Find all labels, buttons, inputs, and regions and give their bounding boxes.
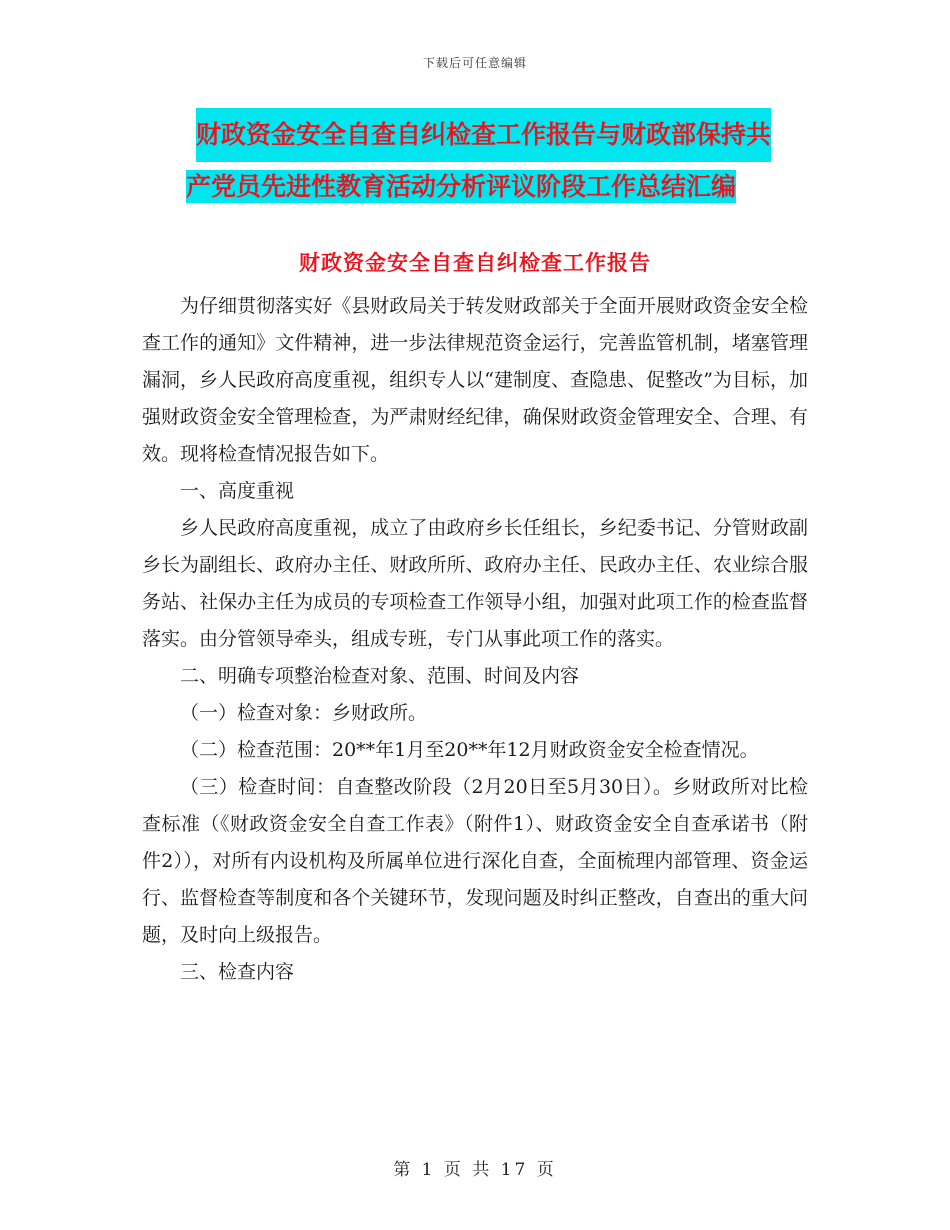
paragraph-check-target: （一）检查对象：乡财政所。: [180, 702, 428, 724]
heading-2: 二、明确专项整治检查对象、范围、时间及内容: [180, 665, 580, 687]
title-line-1: 财政资金安全自查自纠检查工作报告与财政部保持共: [196, 108, 771, 162]
heading-3: 三、检查内容: [180, 961, 295, 983]
heading-1: 一、高度重视: [180, 480, 295, 502]
title-line-2: 产党员先进性教育活动分析评议阶段工作总结汇编: [186, 172, 737, 201]
section-title: 财政资金安全自查自纠检查工作报告: [299, 251, 651, 275]
body-text: [142, 288, 808, 991]
page-footer: 第 1 页 共 17 页: [393, 1160, 557, 1180]
document-title: [186, 108, 826, 212]
paragraph-check-scope: （二）检查范围：20**年1月至20**年12月财政资金安全检查情况。: [180, 739, 759, 761]
page-header: 下载后可任意编辑: [422, 56, 527, 70]
paragraph-intro: 为仔细贯彻落实好《县财政局关于转发财政部关于全面开展财政资金安全检查工作的通知》文件精神，进一步法律规范资金运行，完善监管机制，堵塞管理漏洞，乡人民政府高度重视，组织专人以“建制度、查隐患、促整改”为目标，加强财政资金安全管理检查，为严肃财经纪律，确保财政资金管理安全、合理、有效。现将检查情况报告如下。: [142, 295, 808, 465]
paragraph-1: 乡人民政府高度重视，成立了由政府乡长任组长，乡纪委书记、分管财政副乡长为副组长、政府办主任、财政所所、政府办主任、民政办主任、农业综合服务站、社保办主任为成员的专项检查工作领导小组，加强对此项工作的检查监督落实。由分管领导牵头，组成专班，专门从事此项工作的落实。: [142, 517, 808, 650]
paragraph-check-time: （三）检查时间：自查整改阶段（2月20日至5月30日）。乡财政所对比检查标准（《财政资金安全自查工作表》（附件1）、财政资金安全自查承诺书（附件2）），对所有内设机构及所属单位进行深化自查，全面梳理内部管理、资金运行、监督检查等制度和各个关键环节，发现问题及时纠正整改，自查出的重大问题，及时向上级报告。: [142, 776, 808, 946]
